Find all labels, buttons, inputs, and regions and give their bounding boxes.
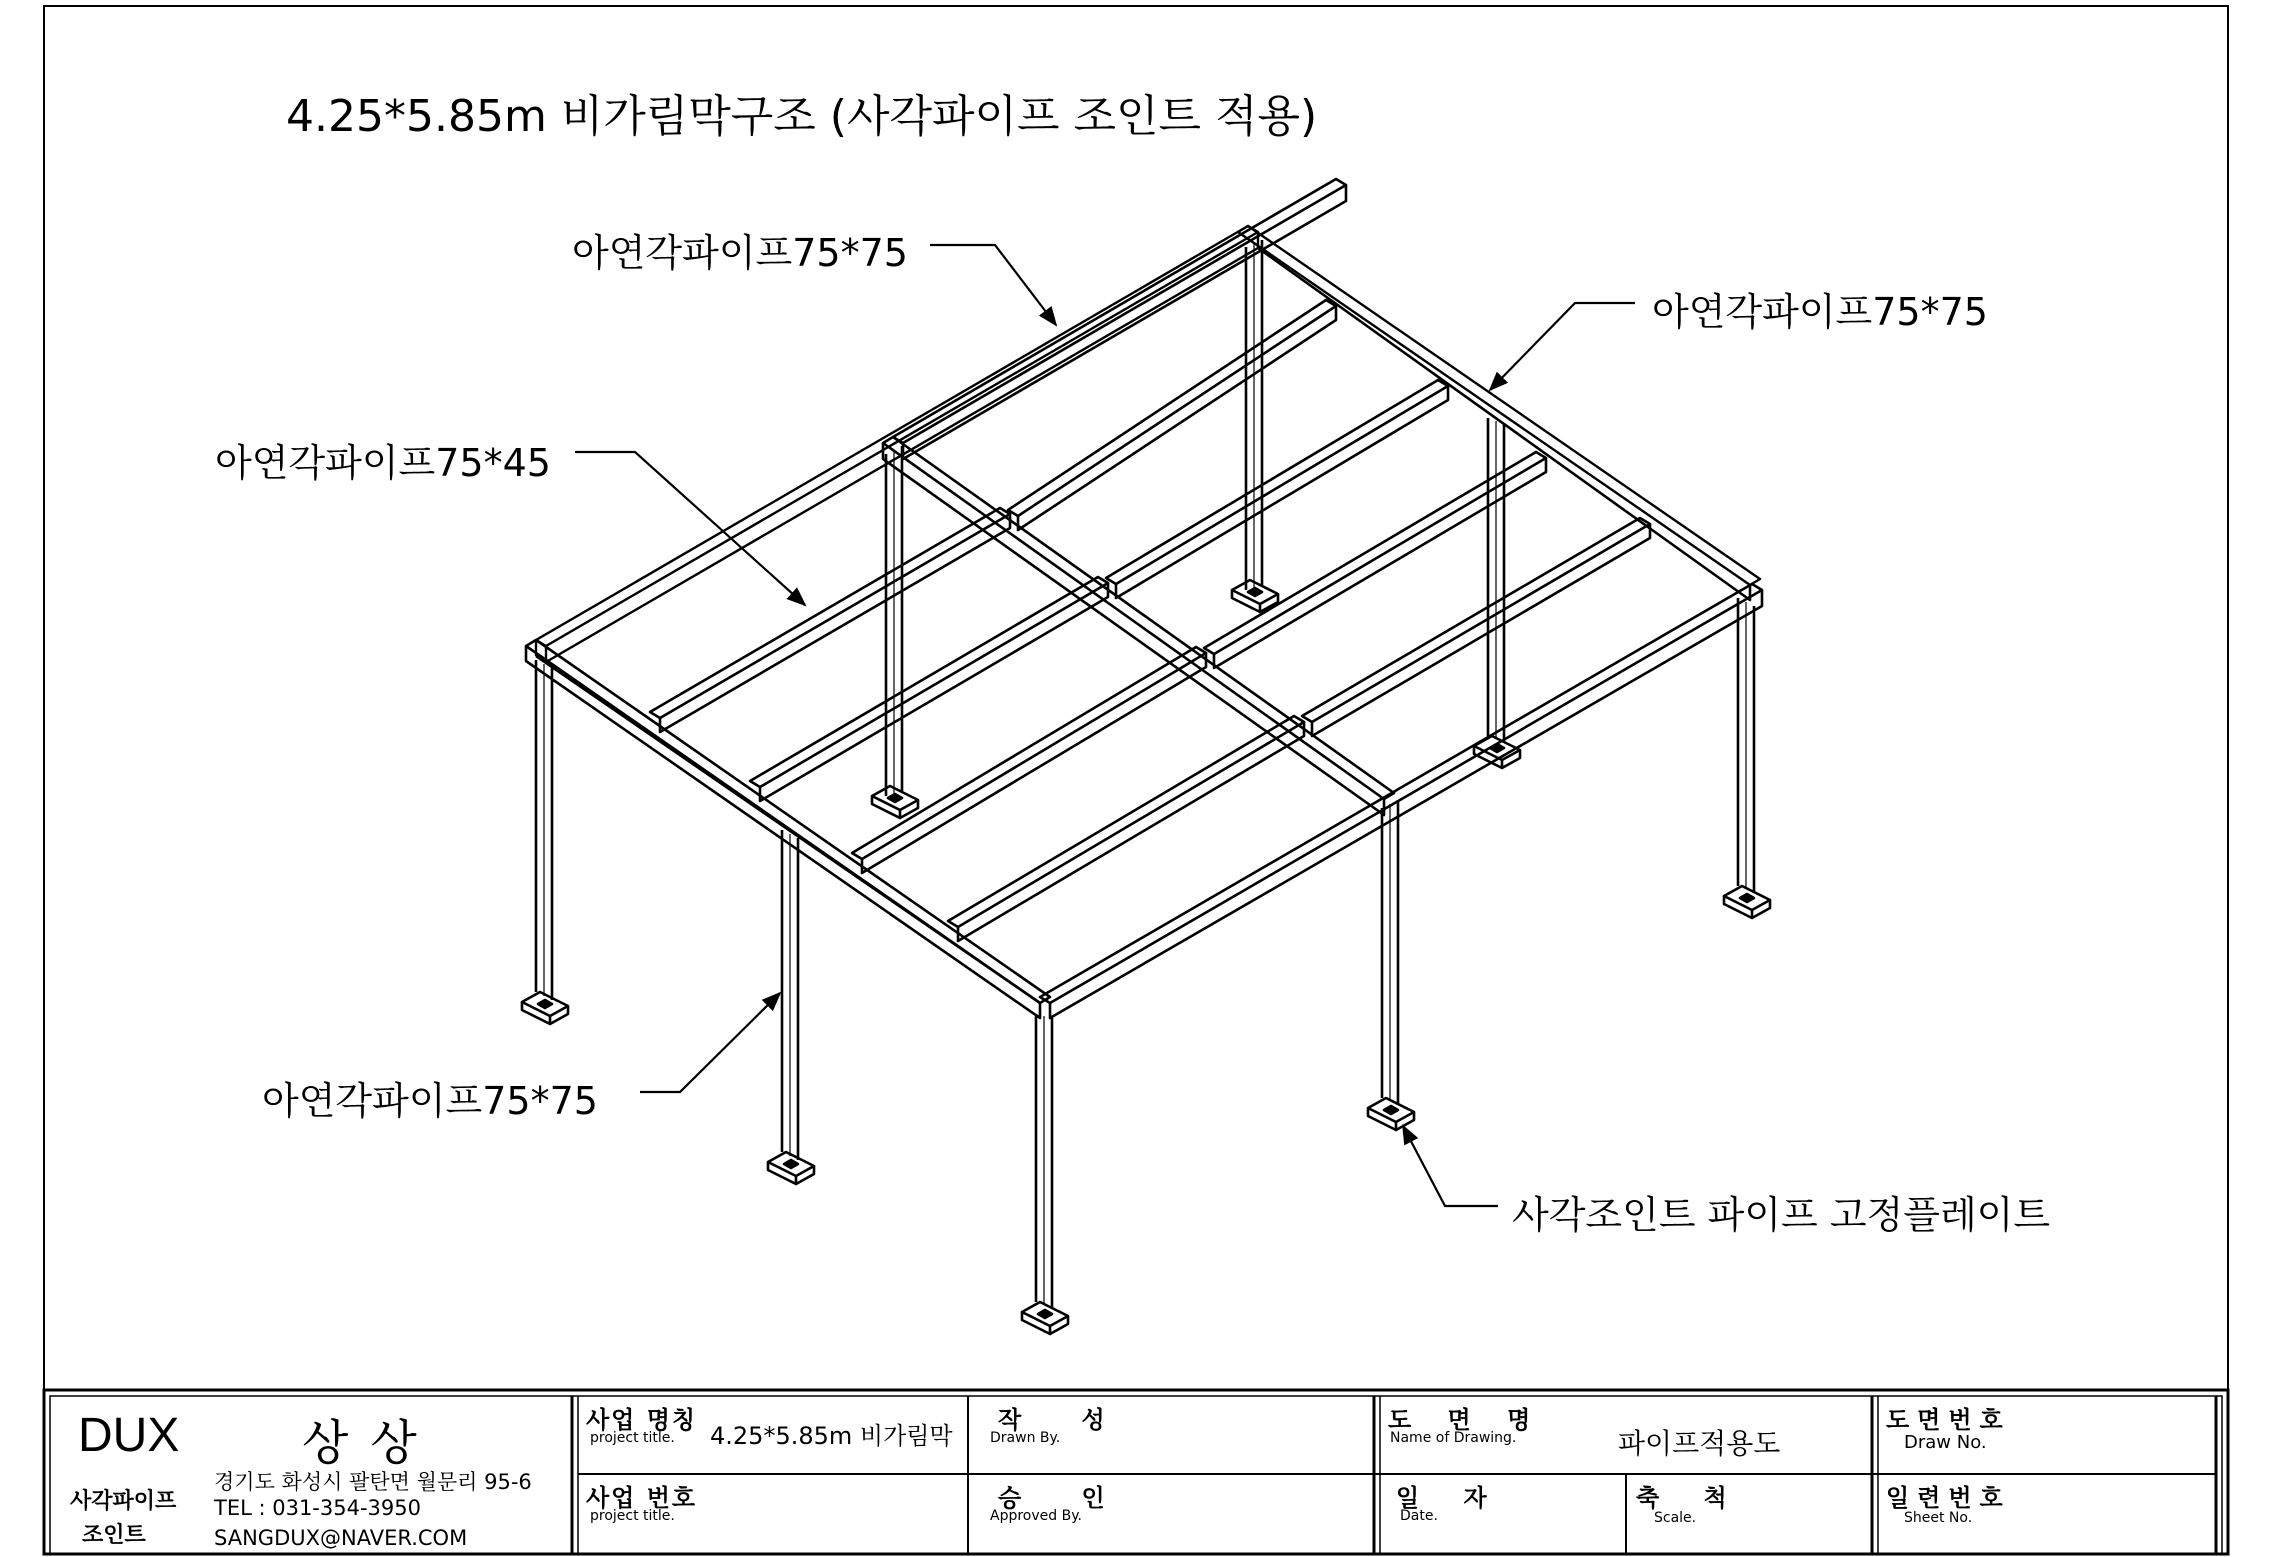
leader-lines	[575, 245, 1635, 1206]
project-no-label: 사업 번호	[586, 1484, 698, 1512]
drawing-title: 4.25*5.85m 비가림막구조 (사각파이프 조인트 적용)	[286, 91, 1318, 142]
column-right-corner	[1724, 598, 1770, 918]
column-back-mid	[872, 446, 918, 818]
column-mid-front	[768, 830, 814, 1184]
column-left-front	[522, 660, 568, 1024]
project-no-sub: project title.	[590, 1508, 675, 1524]
project-name-label: 사업 명칭	[586, 1406, 698, 1434]
date-sub: Date.	[1400, 1508, 1438, 1524]
leader-top-right	[1490, 303, 1635, 390]
company-address: 경기도 화성시 팔탄면 월문리 95-6	[214, 1470, 532, 1494]
callout-top-right: 아연각파이프75*75	[1652, 290, 1988, 334]
company-logo: DUX	[78, 1409, 180, 1462]
date-label: 일 자	[1396, 1484, 1505, 1512]
beam-mid-left	[883, 437, 1394, 799]
drawing-name-label: 도 면 명	[1388, 1406, 1545, 1434]
leader-purlin	[575, 452, 805, 605]
leader-column	[640, 993, 780, 1092]
leader-plate	[1403, 1126, 1498, 1206]
drawing-name-value: 파이프적용도	[1618, 1427, 1781, 1460]
company-brand: 상상	[302, 1415, 439, 1471]
column-front-corner	[1022, 1014, 1068, 1334]
product-line-1: 사각파이프	[70, 1489, 177, 1514]
callout-purlin: 아연각파이프75*45	[215, 441, 551, 485]
approved-by-label: 승 인	[998, 1484, 1131, 1512]
company-tel: TEL : 031-354-3950	[214, 1496, 421, 1520]
drawing-no-label: 도면번호	[1886, 1406, 2011, 1434]
project-name-sub: project title.	[590, 1430, 675, 1446]
drawn-by-sub: Drawn By.	[990, 1430, 1061, 1446]
beam-back-right	[1238, 226, 1760, 585]
drawn-by-label: 작 성	[998, 1406, 1131, 1434]
scale-sub: Scale.	[1654, 1510, 1697, 1526]
column-back-top	[1232, 240, 1278, 612]
callout-plate: 사각조인트 파이프 고정플레이트	[1512, 1193, 2051, 1237]
approved-by-sub: Approved By.	[990, 1508, 1082, 1524]
callout-column: 아연각파이프75*75	[262, 1079, 598, 1123]
sheet-no-sub: Sheet No.	[1904, 1510, 1973, 1526]
scale-label: 축 척	[1636, 1484, 1745, 1512]
frame-structure	[522, 179, 1770, 1334]
sheet-border	[44, 6, 2228, 1554]
drawing-name-sub: Name of Drawing.	[1390, 1430, 1517, 1446]
leader-top-left	[930, 245, 1056, 325]
company-email: SANGDUX@NAVER.COM	[214, 1526, 468, 1550]
product-line-2: 조인트	[82, 1523, 146, 1548]
callout-top-left: 아연각파이프75*75	[572, 231, 908, 275]
column-front-mid-right	[1368, 800, 1414, 1130]
beam-front-left	[526, 640, 1050, 1003]
drawing-no-sub: Draw No.	[1904, 1432, 1987, 1453]
sheet-no-label: 일련번호	[1886, 1484, 2011, 1512]
project-name-value: 4.25*5.85m 비가림막	[710, 1422, 953, 1450]
